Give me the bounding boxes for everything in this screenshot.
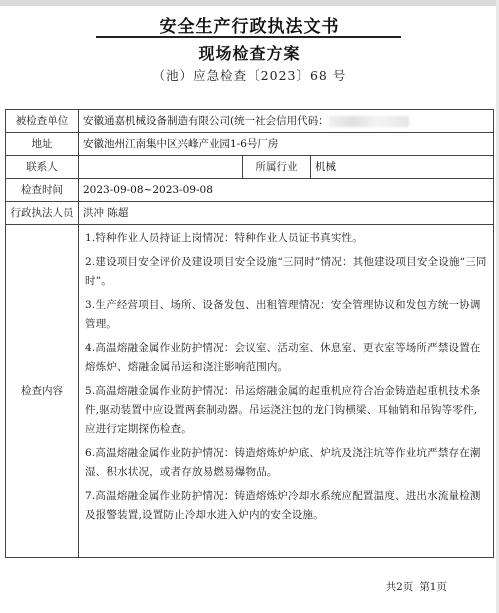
content-items bbox=[79, 225, 494, 558]
content-item: 4.高温熔融金属作业防护情况：会议室、活动室、休息室、更衣室等场所严禁设置在熔炼炉、熔融金属吊运和浇注影响范围内。 bbox=[85, 342, 481, 373]
content-item: 1.特种作业人员持证上岗情况：特种作业人员证书真实性。 bbox=[85, 232, 363, 244]
row-contact bbox=[6, 156, 494, 179]
row-inspection-time bbox=[6, 179, 494, 202]
officers-value: 洪冲 陈超 bbox=[79, 202, 494, 225]
inspection-time-label: 检查时间 bbox=[6, 179, 79, 202]
industry-label: 所属行业 bbox=[243, 156, 311, 179]
document-title: 安全生产行政执法文书 bbox=[159, 17, 340, 37]
row-content bbox=[6, 225, 494, 558]
inspection-form-table bbox=[5, 109, 494, 558]
address-value: 安徽池州江南集中区兴峰产业园1-6号厂房 bbox=[79, 133, 494, 156]
inspected-unit-value: 安徽通嘉机械设备制造有限公司(统一社会信用代码： bbox=[83, 115, 329, 127]
page-footer bbox=[380, 579, 447, 594]
contact-value bbox=[79, 156, 243, 179]
industry-value: 机械 bbox=[311, 156, 494, 179]
content-item: 7.高温熔融金属作业防护情况：铸造熔炼炉冷却水系统应配置温度、进出水流量检测及报警装置,设置防止冷却水进入炉内的安全设施。 bbox=[85, 490, 481, 521]
inspected-unit-label: 被检查单位 bbox=[6, 110, 79, 133]
title-underline bbox=[96, 36, 401, 38]
inspected-unit-cell bbox=[79, 110, 494, 133]
content-item: 5.高温熔融金属作业防护情况：吊运熔融金属的起重机应符合冶金铸造起重机技术条件,驱动装置中应设置两套制动器。吊运浇注包的龙门钩横梁、耳轴销和吊钩等零件,应进行定期探伤检查。 bbox=[85, 385, 481, 435]
current-page: 第1页 bbox=[419, 581, 447, 593]
total-pages: 共2页 bbox=[385, 581, 414, 593]
row-address bbox=[6, 133, 494, 156]
row-officers bbox=[6, 202, 494, 225]
content-item: 6.高温熔融金属作业防护情况：铸造熔炼炉炉底、炉坑及浇注坑等作业坑严禁存在潮湿、积水状况，或者存放易燃易爆物品。 bbox=[85, 447, 481, 478]
content-item: 3.生产经营项目、场所、设备发包、出租管理情况：安全管理协议和发包方统一协调管理。 bbox=[85, 299, 481, 330]
address-label: 地址 bbox=[6, 133, 79, 156]
inspection-time-value: 2023-09-08~2023-09-08 bbox=[79, 179, 494, 202]
document-subtitle: 现场检查方案 bbox=[198, 44, 301, 63]
redacted-credit-code bbox=[329, 116, 409, 127]
row-inspected-unit bbox=[6, 110, 494, 133]
officers-label: 行政执法人员 bbox=[6, 202, 79, 225]
contact-label: 联系人 bbox=[6, 156, 79, 179]
content-label: 检查内容 bbox=[6, 225, 79, 558]
content-item: 2.建设项目安全评价及建设项目安全设施“三同时”情况：其他建设项目安全设施“三同时”。 bbox=[85, 256, 487, 287]
window-top-edge bbox=[0, 0, 499, 6]
document-number: （池）应急检查〔2023〕68 号 bbox=[152, 68, 347, 83]
